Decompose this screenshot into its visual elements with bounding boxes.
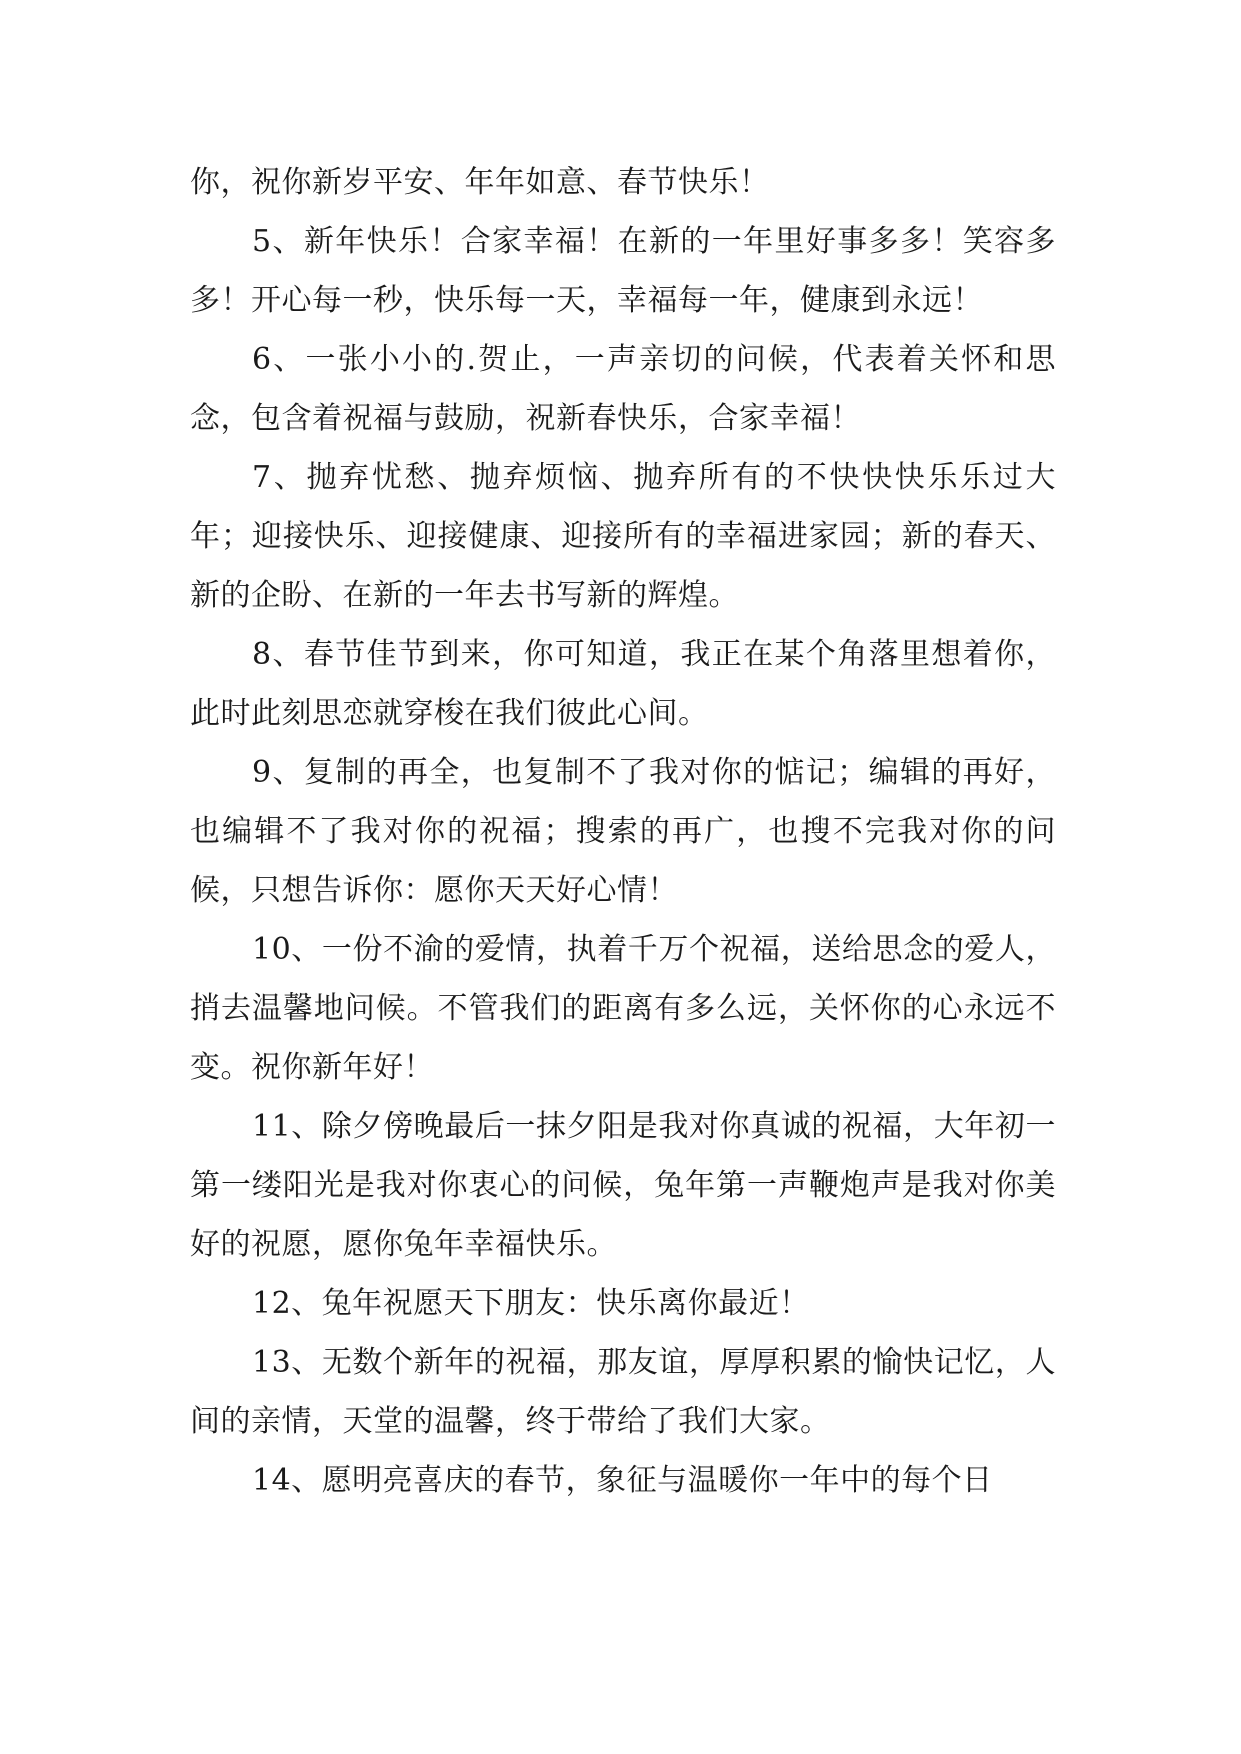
paragraph: 你，祝你新岁平安、年年如意、春节快乐！	[190, 165, 770, 200]
paragraph: 5、新年快乐！合家幸福！在新的一年里好事多多！笑容多多！开心每一秒，快乐每一天，幸福每一年，健康到永远！	[190, 224, 1056, 318]
paragraph: 13、无数个新年的祝福，那友谊，厚厚积累的愉快记忆，人间的亲情，天堂的温馨，终于带给了我们大家。	[190, 1345, 1056, 1439]
paragraph: 14、愿明亮喜庆的春节，象征与温暖你一年中的每个日	[252, 1463, 993, 1498]
paragraph: 10、一份不渝的爱情，执着千万个祝福，送给思念的爱人，捎去温馨地问候。不管我们的距离有多么远，关怀你的心永远不变。祝你新年好！	[190, 932, 1056, 1085]
paragraph: 6、一张小小的.贺止，一声亲切的问候，代表着关怀和思念，包含着祝福与鼓励，祝新春快乐，合家幸福！	[190, 342, 1056, 436]
paragraph: 7、抛弃忧愁、抛弃烦恼、抛弃所有的不快快快乐乐过大年；迎接快乐、迎接健康、迎接所有的幸福进家园；新的春天、新的企盼、在新的一年去书写新的辉煌。	[190, 460, 1056, 613]
paragraph: 12、兔年祝愿天下朋友：快乐离你最近！	[252, 1286, 810, 1321]
paragraph: 11、除夕傍晚最后一抹夕阳是我对你真诚的祝福，大年初一第一缕阳光是我对你衷心的问候，兔年第一声鞭炮声是我对你美好的祝愿，愿你兔年幸福快乐。	[190, 1109, 1056, 1262]
document-body	[190, 153, 1056, 1510]
paragraph: 9、复制的再全，也复制不了我对你的惦记；编辑的再好，也编辑不了我对你的祝福；搜索的再广，也搜不完我对你的问候，只想告诉你：愿你天天好心情！	[190, 755, 1056, 908]
paragraph: 8、春节佳节到来，你可知道，我正在某个角落里想着你，此时此刻思恋就穿梭在我们彼此心间。	[190, 637, 1056, 731]
